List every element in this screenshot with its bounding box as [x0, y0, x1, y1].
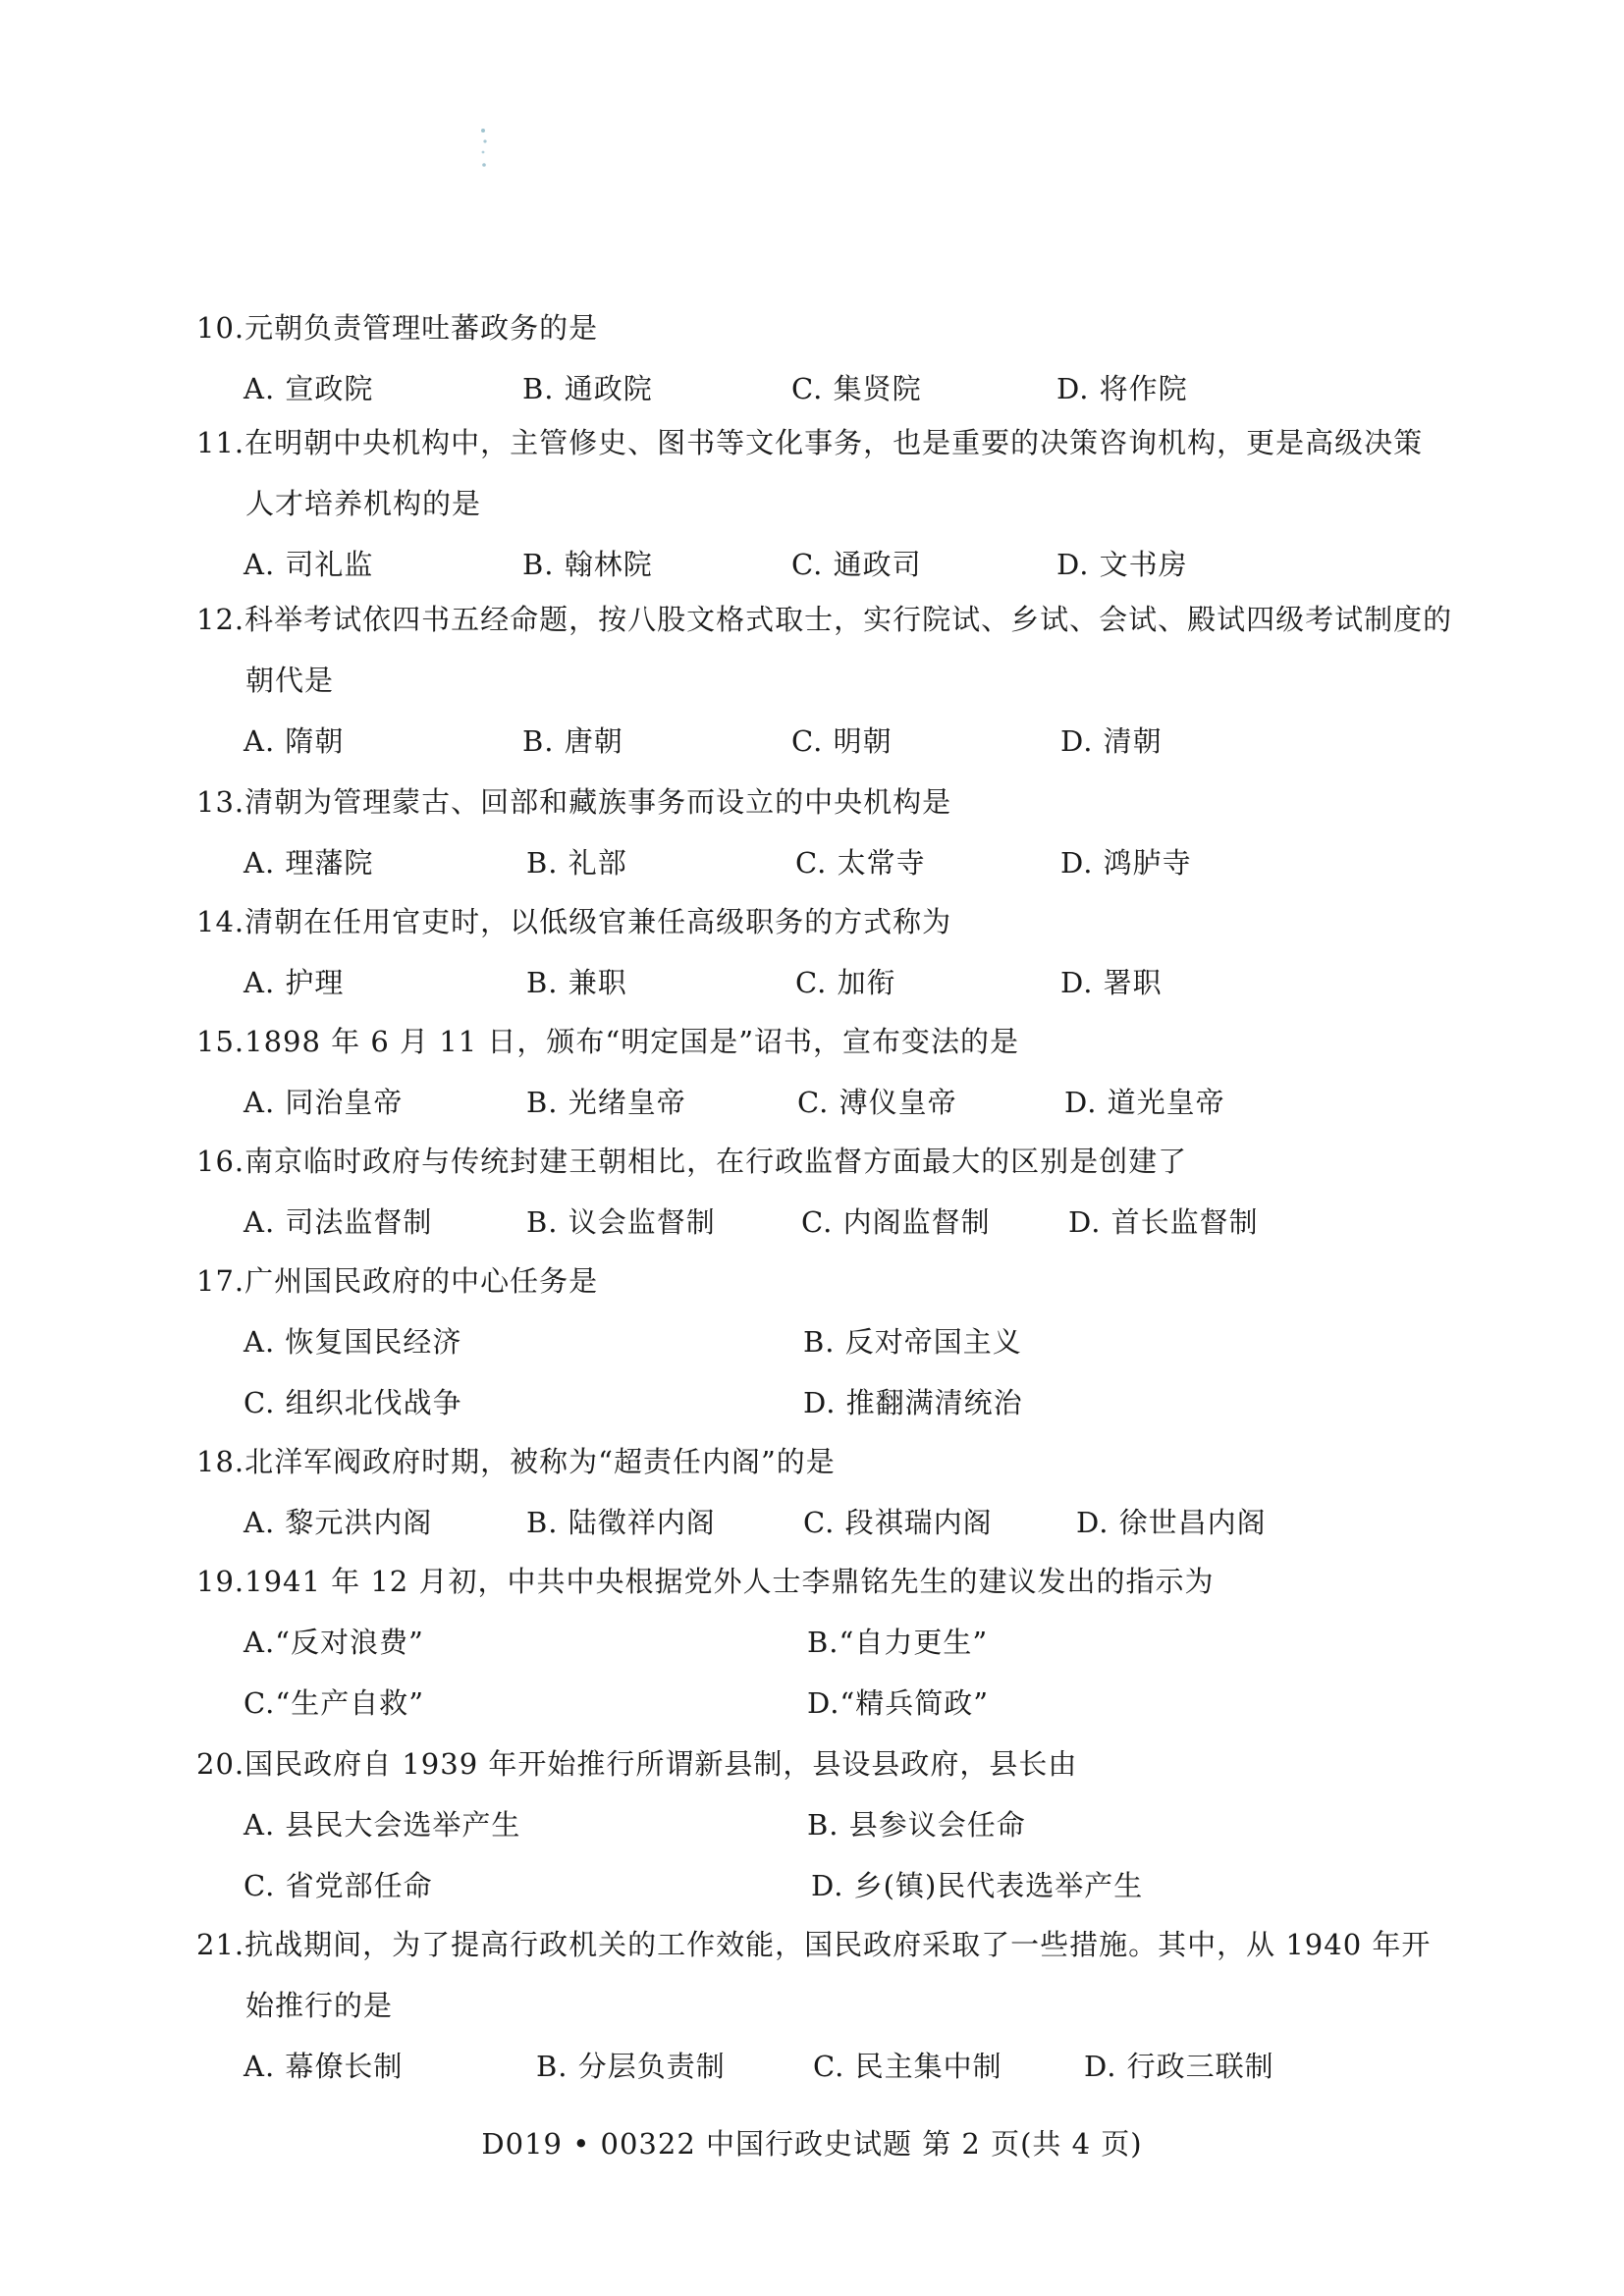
question-stem: 17.广州国民政府的中心任务是 [196, 1264, 599, 1298]
question-stem-continued: 始推行的是 [245, 1989, 394, 2022]
option-d: D. 道光皇帝 [1064, 1086, 1225, 1119]
options-grid [196, 1794, 1434, 1916]
question-18 [196, 1431, 1434, 1553]
option-a: A. 恢复国民经济 [244, 1325, 462, 1359]
question-12 [196, 589, 1453, 772]
option-c: C. 省党部任命 [244, 1869, 433, 1902]
question-20 [196, 1734, 1434, 1916]
option-a: A. 隋朝 [244, 724, 345, 758]
option-d: D.“精兵简政” [807, 1686, 990, 1720]
option-c: C. 加衔 [795, 966, 896, 999]
question-stem: 13.清朝为管理蒙古、回部和藏族事务而设立的中央机构是 [196, 785, 952, 819]
option-a: A. 幕僚长制 [244, 2050, 404, 2083]
option-b: B. 县参议会任命 [807, 1808, 1026, 1842]
option-a: A. 宣政院 [244, 372, 374, 405]
option-a: A. 司法监督制 [244, 1205, 433, 1239]
question-stem: 11.在明朝中央机构中，主管修史、图书等文化事务，也是重要的决策咨询机构，更是高级决策 [196, 426, 1424, 459]
question-stem: 20.国民政府自 1939 年开始推行所谓新县制，县设县政府，县长由 [196, 1747, 1078, 1781]
option-d: D. 徐世昌内阁 [1076, 1506, 1267, 1539]
option-c: C. 溥仪皇帝 [797, 1086, 957, 1119]
option-b: B. 礼部 [526, 846, 627, 880]
option-a: A. 护理 [244, 966, 345, 999]
option-b: B.“自力更生” [807, 1626, 989, 1659]
option-c: C.“生产自救” [244, 1686, 425, 1720]
option-d: D. 首长监督制 [1068, 1205, 1259, 1239]
options-row [196, 534, 1434, 595]
question-13 [196, 772, 1434, 893]
option-b: B. 分层负责制 [536, 2050, 726, 2083]
option-c: C. 明朝 [791, 724, 893, 758]
option-d: D. 推翻满清统治 [803, 1386, 1023, 1419]
option-b: B. 反对帝国主义 [803, 1325, 1022, 1359]
option-a: A. 县民大会选举产生 [244, 1808, 521, 1842]
option-a: A. 司礼监 [244, 548, 374, 581]
option-c: C. 组织北伐战争 [244, 1386, 462, 1419]
options-row [196, 952, 1434, 1013]
option-c: C. 太常寺 [795, 846, 926, 880]
option-a: A. 理藩院 [244, 846, 374, 880]
option-b: B. 陆徵祥内阁 [526, 1506, 716, 1539]
options-grid [196, 1612, 1434, 1734]
question-11 [196, 412, 1434, 595]
option-d: D. 将作院 [1056, 372, 1188, 405]
option-c: C. 内阁监督制 [801, 1205, 991, 1239]
options-row [196, 1192, 1434, 1253]
option-a: A. 黎元洪内阁 [244, 1506, 433, 1539]
options-row [196, 1492, 1434, 1553]
question-stem-continued: 朝代是 [245, 664, 335, 697]
question-stem: 12.科举考试依四书五经命题，按八股文格式取士，实行院试、乡试、会试、殿试四级考试制度的 [196, 603, 1453, 636]
option-c: C. 段祺瑞内阁 [803, 1506, 993, 1539]
page-footer: D019 • 00322 中国行政史试题 第 2 页(共 4 页) [481, 2127, 1143, 2161]
options-row [196, 2036, 1434, 2097]
question-stem: 19.1941 年 12 月初，中共中央根据党外人士李鼎铭先生的建议发出的指示为 [196, 1565, 1215, 1598]
option-d: D. 文书房 [1056, 548, 1188, 581]
option-d: D. 鸿胪寺 [1060, 846, 1192, 880]
option-b: B. 翰林院 [522, 548, 653, 581]
question-stem: 10.元朝负责管理吐蕃政务的是 [196, 311, 599, 345]
question-21 [196, 1914, 1434, 2097]
option-d: D. 乡(镇)民代表选举产生 [811, 1869, 1144, 1902]
option-c: C. 民主集中制 [813, 2050, 1002, 2083]
option-c: C. 集贤院 [791, 372, 922, 405]
option-c: C. 通政司 [791, 548, 922, 581]
option-b: B. 议会监督制 [526, 1205, 716, 1239]
question-stem: 14.清朝在任用官吏时，以低级官兼任高级职务的方式称为 [196, 905, 952, 938]
question-19 [196, 1551, 1434, 1734]
question-14 [196, 891, 1434, 1013]
option-d: D. 署职 [1060, 966, 1163, 999]
option-d: D. 行政三联制 [1084, 2050, 1274, 2083]
options-row [196, 1072, 1434, 1133]
option-b: B. 通政院 [522, 372, 653, 405]
options-row [196, 711, 1434, 772]
option-a: A.“反对浪费” [244, 1626, 424, 1659]
question-stem-continued: 人才培养机构的是 [245, 487, 482, 520]
option-d: D. 清朝 [1060, 724, 1163, 758]
options-row [196, 832, 1434, 893]
question-15 [196, 1011, 1434, 1133]
scan-speck-mark [479, 126, 489, 177]
options-row [196, 358, 1434, 419]
question-17 [196, 1251, 1434, 1433]
option-b: B. 兼职 [526, 966, 627, 999]
option-a: A. 同治皇帝 [244, 1086, 404, 1119]
option-b: B. 唐朝 [522, 724, 623, 758]
question-stem: 21.抗战期间，为了提高行政机关的工作效能，国民政府采取了一些措施。其中，从 1940 年开 [196, 1928, 1432, 1961]
question-stem: 18.北洋军阀政府时期，被称为“超责任内阁”的是 [196, 1445, 836, 1478]
option-b: B. 光绪皇帝 [526, 1086, 686, 1119]
question-10 [196, 297, 1434, 419]
question-stem: 16.南京临时政府与传统封建王朝相比，在行政监督方面最大的区别是创建了 [196, 1145, 1188, 1178]
question-stem: 15.1898 年 6 月 11 日，颁布“明定国是”诏书，宣布变法的是 [196, 1025, 1020, 1058]
options-grid [196, 1311, 1434, 1433]
question-16 [196, 1131, 1434, 1253]
